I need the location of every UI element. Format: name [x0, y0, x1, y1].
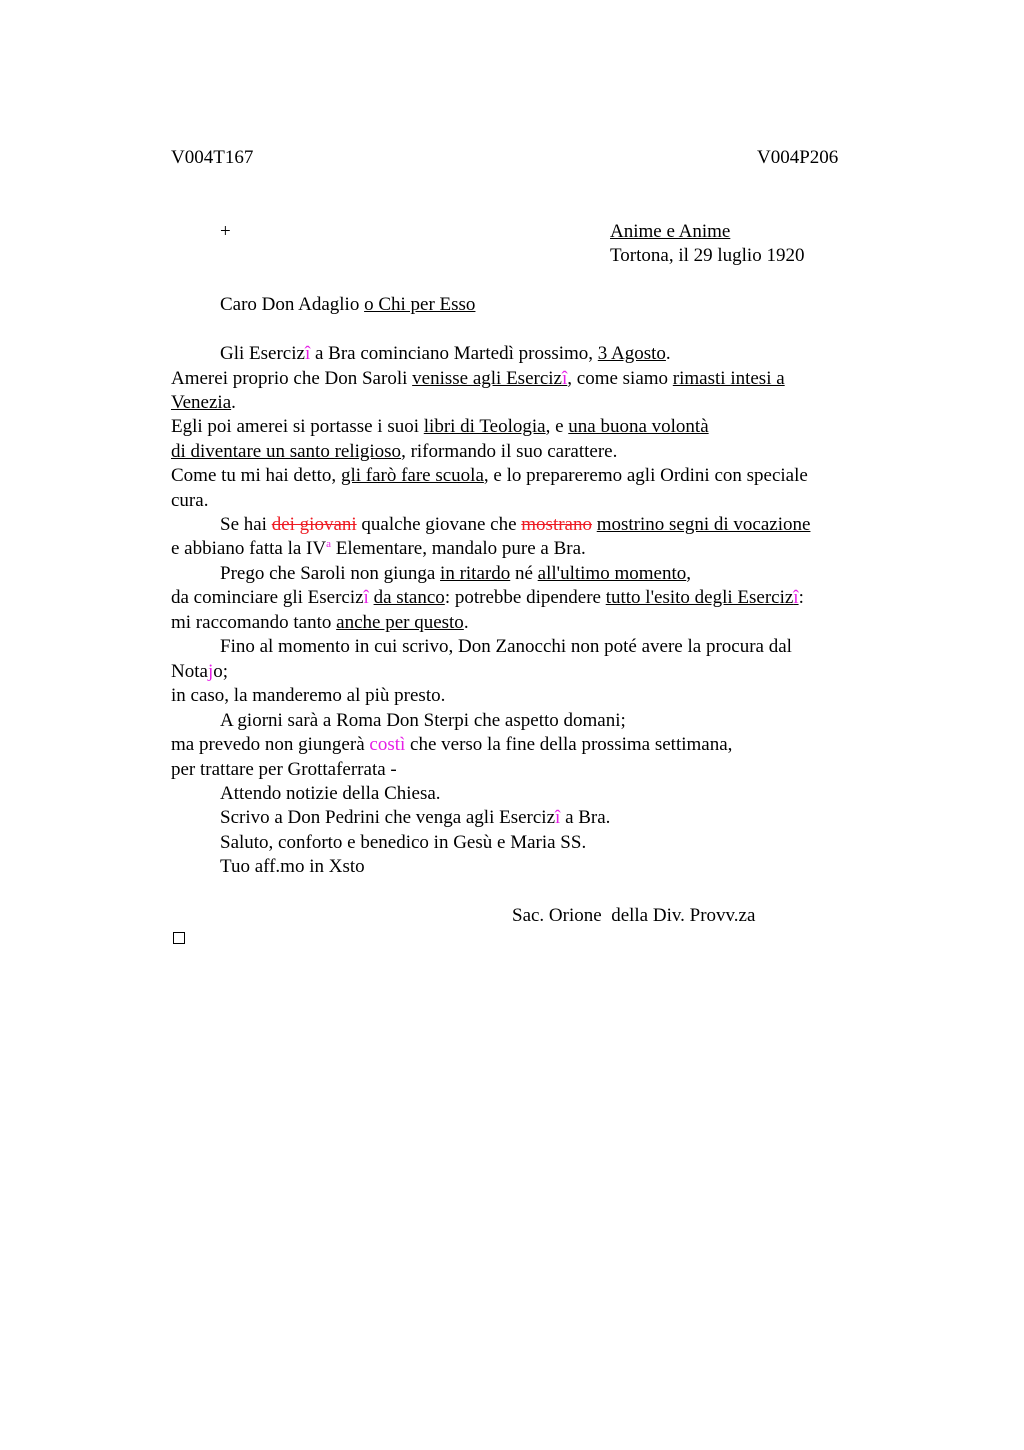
- body-line-4: Egli poi amerei si portasse i suoi libri di Teologia, e una buona volontà: [171, 416, 709, 437]
- body-line-16: A giorni sarà a Roma Don Sterpi che aspetto domani;: [220, 710, 626, 731]
- body-line-13: Fino al momento in cui scrivo, Don Zanocchi non poté avere la procura dal: [220, 636, 792, 657]
- salutation: Caro Don Adaglio o Chi per Esso: [220, 294, 476, 315]
- place-date: Tortona, il 29 luglio 1920: [610, 245, 805, 266]
- checkbox-square-icon: [173, 932, 185, 944]
- body-line-15: in caso, la manderemo al più presto.: [171, 685, 446, 706]
- body-line-7: cura.: [171, 490, 209, 511]
- body-line-1: Gli Esercizî a Bra cominciano Martedì prossimo, 3 Agosto.: [220, 343, 671, 364]
- body-line-5: di diventare un santo religioso, riformando il suo carattere.: [171, 441, 618, 462]
- letter-motto: Anime e Anime: [610, 221, 731, 242]
- body-line-17: ma prevedo non giungerà costì che verso la fine della prossima settimana,: [171, 734, 733, 755]
- body-line-9: e abbiano fatta la $IV^a$ Elementare, mandalo pure a Bra.: [171, 538, 586, 559]
- body-line-2: Amerei proprio che Don Saroli venisse agli Esercizî, come siamo rimasti intesi a: [171, 368, 785, 389]
- signature: Sac. Orione della Div. Provv.za: [512, 905, 756, 926]
- document-code-right: V004P206: [757, 147, 839, 168]
- body-line-11: da cominciare gli Esercizî da stanco: potrebbe dipendere tutto l'esito degli Esercizî:: [171, 587, 804, 608]
- document-code-left: V004T167: [171, 147, 254, 168]
- body-line-10: Prego che Saroli non giunga in ritardo né all'ultimo momento,: [220, 563, 691, 584]
- body-line-8: Se hai dei giovani qualche giovane che mostrano mostrino segni di vocazione: [220, 514, 811, 535]
- body-line-14: Notajo;: [171, 661, 228, 682]
- deleted-text: dei giovani: [271, 514, 357, 535]
- closing: Tuo aff.mo in Xsto: [220, 856, 365, 877]
- body-line-21: Saluto, conforto e benedico in Gesù e Maria SS.: [220, 832, 587, 853]
- body-line-6: Come tu mi hai detto, gli farò fare scuola, e lo prepareremo agli Ordini con speciale: [171, 465, 808, 486]
- body-line-20: Scrivo a Don Pedrini che venga agli Esercizî a Bra.: [220, 807, 611, 828]
- body-line-3: Venezia.: [171, 392, 236, 413]
- deleted-text: mostrano: [521, 514, 592, 535]
- body-line-19: Attendo notizie della Chiesa.: [220, 783, 441, 804]
- body-line-12: mi raccomando tanto anche per questo.: [171, 612, 469, 633]
- cross-mark: +: [220, 221, 231, 242]
- body-line-18: per trattare per Grottaferrata -: [171, 759, 397, 780]
